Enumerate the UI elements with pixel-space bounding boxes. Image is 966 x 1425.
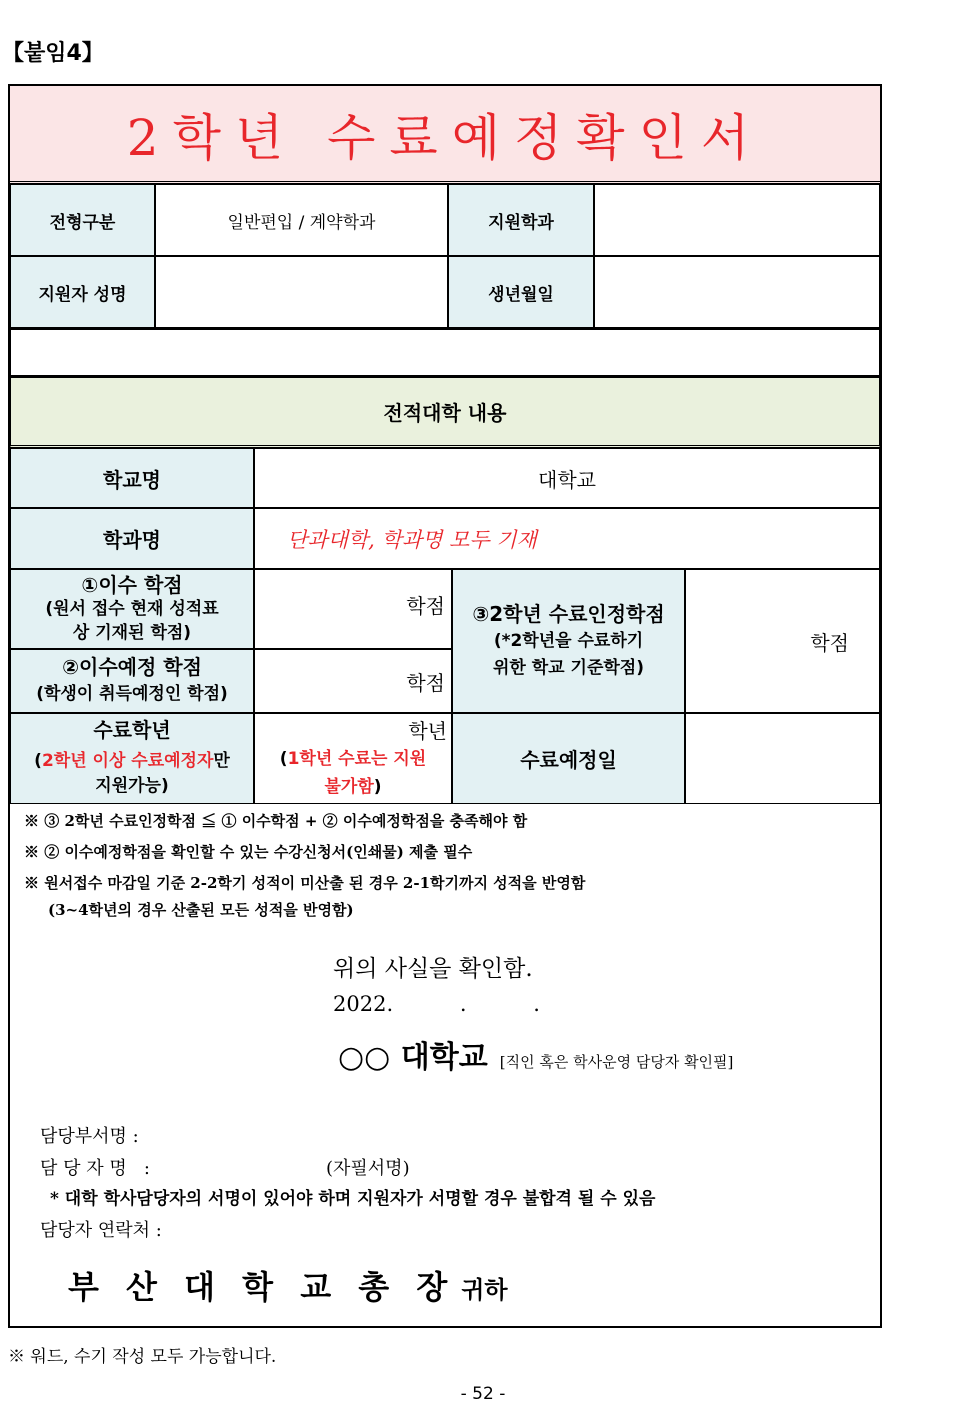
grade-warning-red: 1학년 수료는 지원 [287,748,427,769]
admission-type-value[interactable]: 일반편입 / 계약학과 [155,184,448,256]
addressee-suffix: 귀하 [461,1275,508,1304]
signature-warning: * 대학 학사담당자의 서명이 있어야 하며 지원자가 서명할 경우 불합격 될 수 있음 [50,1189,656,1209]
grade-note-open: ( [34,751,42,771]
credits-completed-label [10,569,254,649]
applied-dept-label: 지원학과 [448,184,594,256]
credits-required-note2: 위한 학교 기준학점) [493,657,644,678]
grade-field[interactable] [254,713,452,804]
grade-note [34,749,230,774]
footnote: ※ 워드, 수기 작성 모두 가능합니다. [8,1347,277,1367]
university-name: ○○ 대학교 [338,1040,488,1075]
note-3: ※ 원서접수 마감일 기준 2-2학기 성적이 미산출 된 경우 2-1학기까지 성적을 반영함 [24,874,586,892]
dept-label: 학과명 [10,508,254,569]
credits-completed-note2: 상 기재된 학점) [72,623,192,643]
credits-expected-note: (학생이 취득예정인 학점) [36,684,228,704]
grade-label [10,713,254,804]
grade-note-line2: 지원가능) [95,776,169,796]
page-number: - 52 - [460,1384,506,1404]
grade-unit: 학년 [408,718,447,743]
applied-dept-field[interactable] [594,184,880,256]
dept-field[interactable]: 단과대학, 학과명 모두 기재 [254,508,880,569]
credits-completed-title: ①이수 학점 [81,573,183,597]
note-2: ※ ② 이수예정학점을 확인할 수 있는 수강신청서(인쇄물) 제출 필수 [24,843,473,861]
note-4: (3~4학년의 경우 산출된 모든 성적을 반영함) [48,901,354,919]
attachment-label: 【붙임4】 [2,41,104,66]
grade-note-suffix: 만 [213,751,230,771]
grade-warning-red2: 불가함 [324,776,374,797]
completion-date-field[interactable] [685,713,880,804]
date-text: 2022. . . [333,992,540,1016]
admission-type-label: 전형구분 [10,184,155,256]
grade-warning-line2 [324,773,381,801]
form-title: 2학년 수료예정확인서 [126,108,764,167]
addressee-main: 부 산 대 학 교 총 장 [68,1268,456,1306]
grade-warning-open: ( [279,748,288,769]
credits-expected-label [10,649,254,713]
seal-note: [직인 혹은 학사운영 담당자 확인필] [499,1053,734,1071]
applicant-name-label: 지원자 성명 [10,256,155,328]
grade-note-red: 2학년 이상 수료예정자 [41,751,214,771]
dept-name-label: 담당부서명 : [40,1126,139,1147]
completion-date-label: 수료예정일 [452,713,685,804]
addressee [68,1262,508,1308]
signature-label: (자필서명) [326,1158,410,1179]
title-row [10,86,880,184]
grade-title: 수료학년 [93,718,171,742]
credits-required-label [452,569,685,713]
birthdate-field[interactable] [594,256,880,328]
confirm-text: 위의 사실을 확인함. [333,956,533,982]
spacer-row [10,328,880,376]
grade-warning-close: ) [373,776,382,797]
applicant-name-field[interactable] [155,256,448,328]
credits-expected-field[interactable]: 학점 [254,649,452,713]
officer-label: 담 당 자 명 : [40,1158,150,1179]
note-1: ※ ③ 2학년 수료인정학점 ≦ ① 이수학점 + ② 이수예정학점을 충족해야 함 [24,812,528,830]
confirmation-form [8,84,882,1328]
credits-required-title: ③2학년 수료인정학점 [472,601,665,626]
contact-label: 담당자 연락처 : [40,1220,162,1241]
section-header: 전적대학 내용 [10,376,880,448]
school-label: 학교명 [10,448,254,508]
credits-required-field[interactable]: 학점 [685,569,880,713]
credits-required-note1: (*2학년을 수료하기 [493,630,644,651]
grade-warning [280,745,426,773]
birthdate-label: 생년월일 [448,256,594,328]
credits-expected-title: ②이수예정 학점 [62,655,202,679]
credits-completed-field[interactable]: 학점 [254,569,452,649]
school-field[interactable]: 대학교 [254,448,880,508]
credits-completed-note1: (원서 접수 현재 성적표 [45,599,219,619]
university-signature [338,1032,733,1076]
